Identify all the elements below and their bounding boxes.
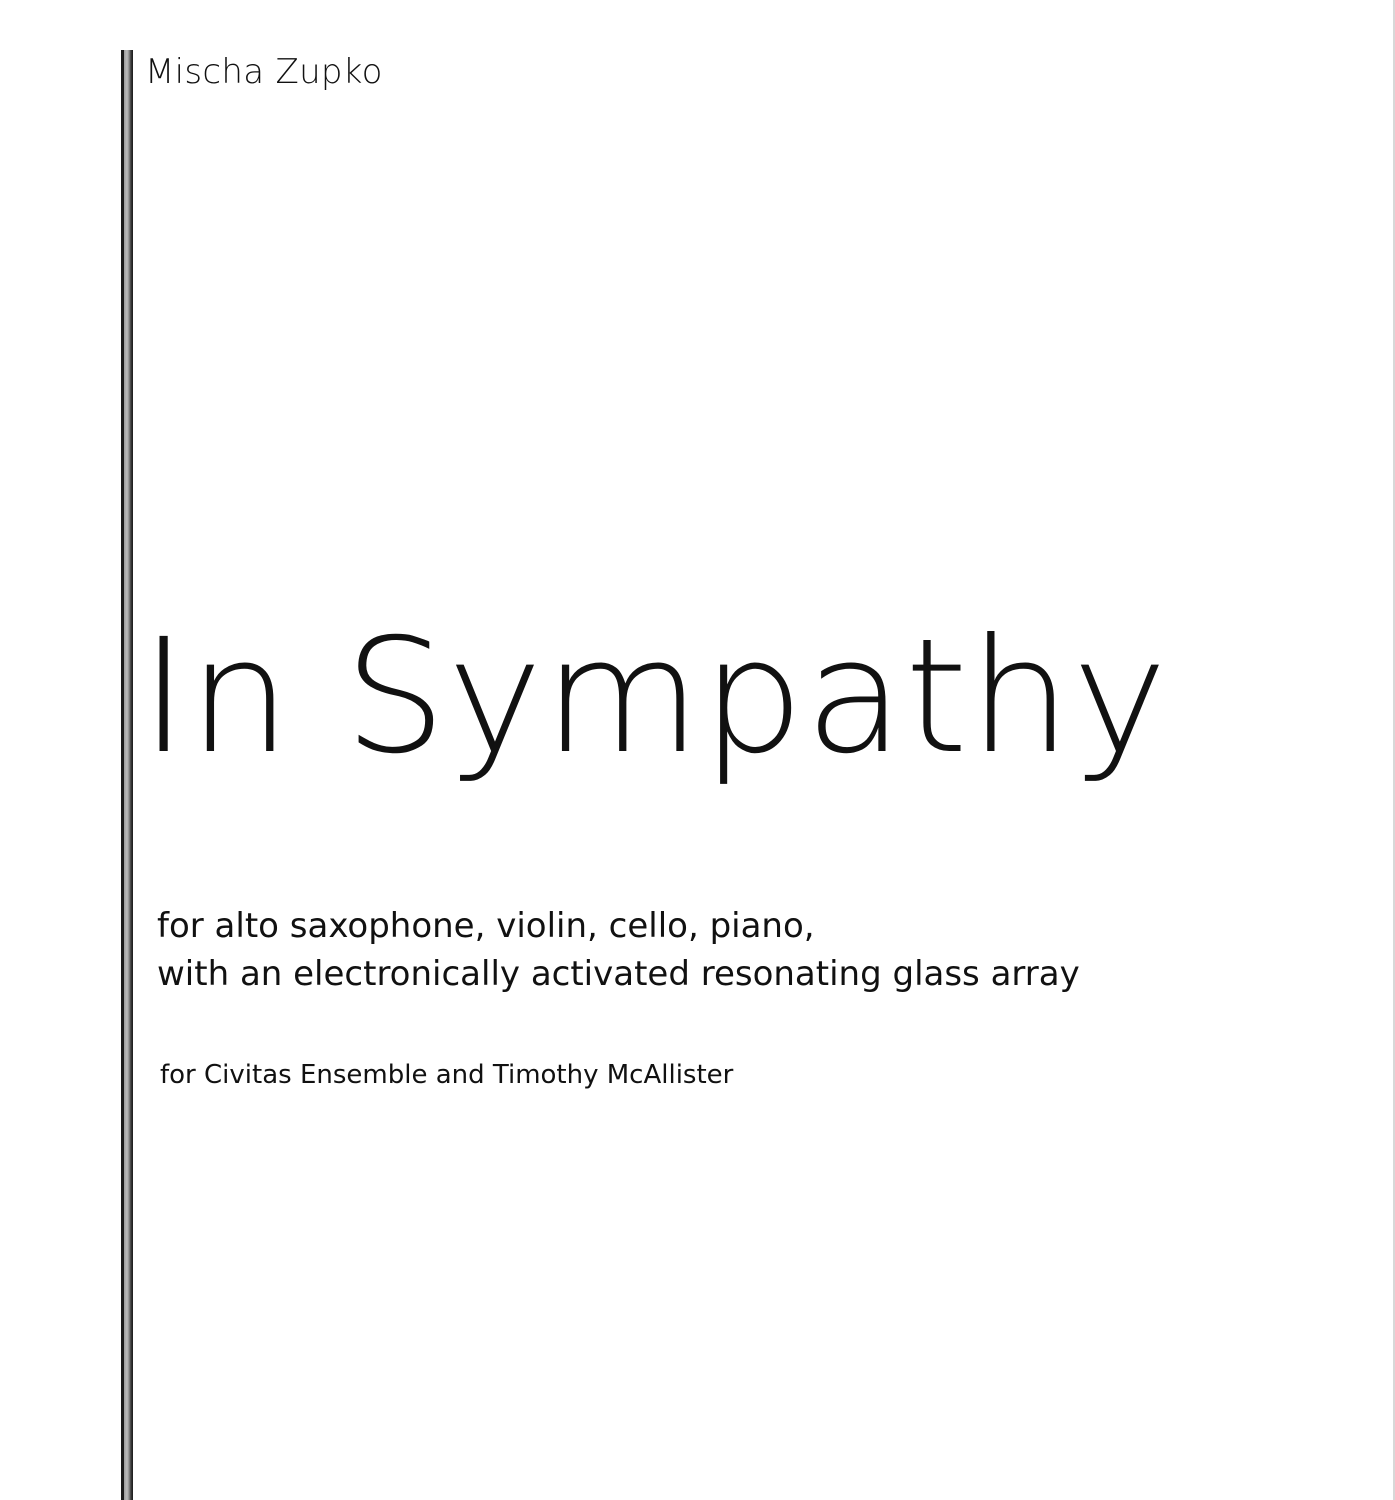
instrumentation-line-2: with an electronically activated resonating glass array [157,954,1080,994]
page-title: In Sympathy [140,605,1169,789]
instrumentation-line-1: for alto saxophone, violin, cello, piano, [157,906,815,946]
composer-name: Mischa Zupko [145,52,383,92]
dedication: for Civitas Ensemble and Timothy McAllister [160,1060,734,1090]
instrumentation [157,902,1080,998]
binding-spine [121,50,133,1500]
